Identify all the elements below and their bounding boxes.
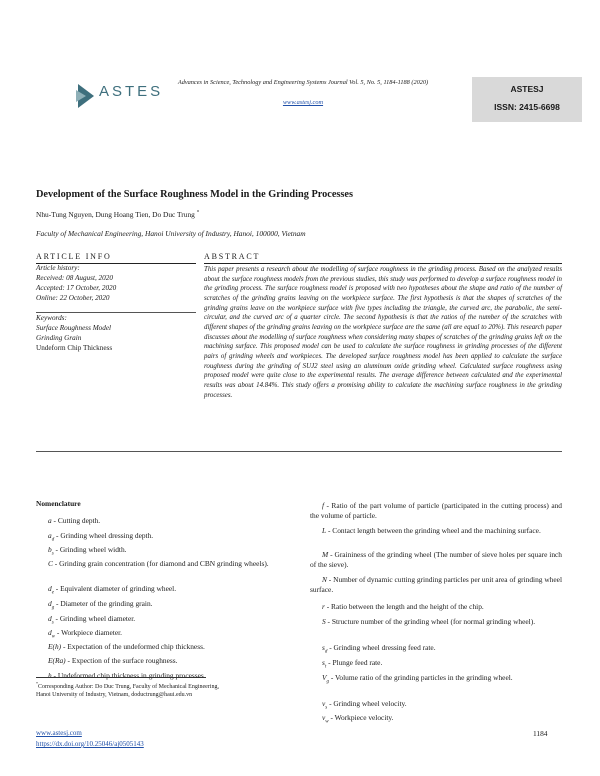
nomenclature-entry: $s_d$ - Grinding wheel dressing feed rate. [322, 643, 436, 655]
nomenclature-entry: L - Contact length between the grinding wheel and the machining surface. [322, 526, 541, 535]
nomenclature-entry: a - Cutting depth. [48, 516, 101, 525]
nomenclature-entry: E(h) - Expectation of the undeformed chip thickness. [48, 642, 205, 651]
nomenclature-entry: M - Graininess of the grinding wheel (The number of sieve holes per square inch of the sieve). [310, 550, 562, 570]
accepted-date: Accepted: 17 October, 2020 [36, 284, 117, 292]
nomenclature-entry: S - Structure number of the grinding wheel (for normal grinding wheel). [322, 617, 536, 626]
nomenclature-entry: h - Undeformed chip thickness in grinding processes. [48, 671, 206, 680]
keyword-item: Undeform Chip Thickness [36, 344, 113, 352]
page-number: 1184 [533, 729, 548, 738]
abstract-heading: ABSTRACT [204, 252, 261, 261]
nomenclature-entry: N - Number of dynamic cutting grinding particles per unit area of grinding wheel surface. [310, 575, 562, 595]
footer-journal-link[interactable]: www.astesj.com [36, 729, 82, 737]
keyword-item: Grinding Grain [36, 334, 82, 342]
nomenclature-entry: $v_s$ - Grinding wheel velocity. [322, 699, 407, 711]
author-list [36, 210, 199, 219]
received-date: Received: 08 August, 2020 [36, 274, 113, 282]
article-info-heading: ARTICLE INFO [36, 252, 112, 261]
nomenclature-entry: $v_w$ - Workpiece velocity. [322, 713, 394, 725]
abstract-text: This paper presents a research about the modelling of surface roughness in the grinding process. Based on the analyzed results about the surface roughness models from the previous studies, this study was performed to develop a surface roughness model in the grinding process. The surface roughness model is proposed with two hypotheses about the shape and ratio of the number of scratches of the grinding grains leaving on the workpiece surface. The first hypothesis is that the shapes of scratches of the grinding grains leave on the workpiece surface with five types including the triangle, the curved arc, the parabolic, the semi-circular, and the curved arc of a quarter circle. The second hypothesis is that the ratios of the number of the scratches with different shapes of the grinding grains leaving on the workpiece surface are the same (all are equal to 20%). This research paper discusses about the modelling of surface roughness when considering many shapes of scratches of the grinding grains left on the machining surface. This proposed model can be used to calculate the surface roughness in grinding processes of the different pairs of grinding wheels and workpieces. The developed surface roughness model has been applied to calculate the surface roughness during the grinding of SUJ2 steel using an aluminum oxide grinding wheel. Calculated surface roughness using proposed model were quite close to the experimental results. The average difference between calculated and the experimental results was about 14.84%. This study offers a promising ability to calculate the machining surface roughness in the grinding processes. [204, 266, 562, 399]
abstract-bottom-rule [36, 451, 562, 452]
nomenclature-entry: r - Ratio between the length and the height of the chip. [322, 602, 484, 611]
nomenclature-entry: $s_t$ - Plunge feed rate. [322, 658, 383, 670]
nomenclature-entry: $d_s$ - Grinding wheel diameter. [48, 614, 136, 626]
logo-text: ASTES [99, 83, 164, 100]
online-date: Online: 22 October, 2020 [36, 294, 110, 302]
nomenclature-entry: f - Ratio of the part volume of particle (participated in the cutting process) and the volume of particle. [310, 501, 562, 521]
journal-citation: Advances in Science, Technology and Engineering Systems Journal Vol. 5, No. 5, 1184-1188 (2020) [177, 79, 429, 86]
nomenclature-entry: $V_g$ - Volume ratio of the grinding particles in the grinding wheel. [322, 673, 513, 685]
corresponding-mark: * [196, 210, 200, 216]
author-names: Nhu-Tung Nguyen, Dung Hoang Tien, Do Duc Trung [36, 210, 195, 219]
info-divider [36, 312, 196, 313]
nomenclature-entry: $d_e$ - Equivalent diameter of grinding wheel. [48, 584, 177, 596]
nomenclature-entry: C - Grinding grain concentration (for diamond and CBN grinding wheels). [48, 559, 269, 568]
keywords-label: Keywords: [36, 314, 67, 322]
nomenclature-entry: $b_s$ - Grinding wheel width. [48, 545, 127, 557]
affiliation: Faculty of Mechanical Engineering, Hanoi University of Industry, Hanoi, 100000, Vietnam [36, 229, 306, 238]
footnote-rule [36, 677, 206, 678]
keyword-item: Surface Roughness Model [36, 324, 112, 332]
nomenclature-entry: $d_g$ - Diameter of the grinding grain. [48, 599, 153, 611]
abstract-rule [204, 263, 562, 264]
journal-short-name: ASTESJ [510, 84, 544, 94]
nomenclature-entry: E(Ra) - Expection of the surface roughness. [48, 656, 178, 665]
footer-doi-link[interactable]: https://dx.doi.org/10.25046/aj0505143 [36, 740, 144, 748]
history-label: Article history: [36, 264, 80, 272]
corresponding-author-footnote: *Corresponding Author: Do Duc Trung, Faculty of Mechanical Engineering, Hanoi University of Industry, Vietnam, doductrung@haui.edu.vn [36, 681, 219, 699]
journal-url-link[interactable]: www.astesj.com [282, 99, 324, 106]
journal-issn: ISSN: 2415-6698 [494, 102, 560, 112]
article-title: Development of the Surface Roughness Model in the Grinding Processes [36, 189, 353, 200]
nomenclature-entry: $a_d$ - Grinding wheel dressing depth. [48, 531, 154, 543]
nomenclature-heading: Nomenclature [36, 499, 81, 508]
nomenclature-entry: $d_w$ - Workpiece diameter. [48, 628, 123, 640]
